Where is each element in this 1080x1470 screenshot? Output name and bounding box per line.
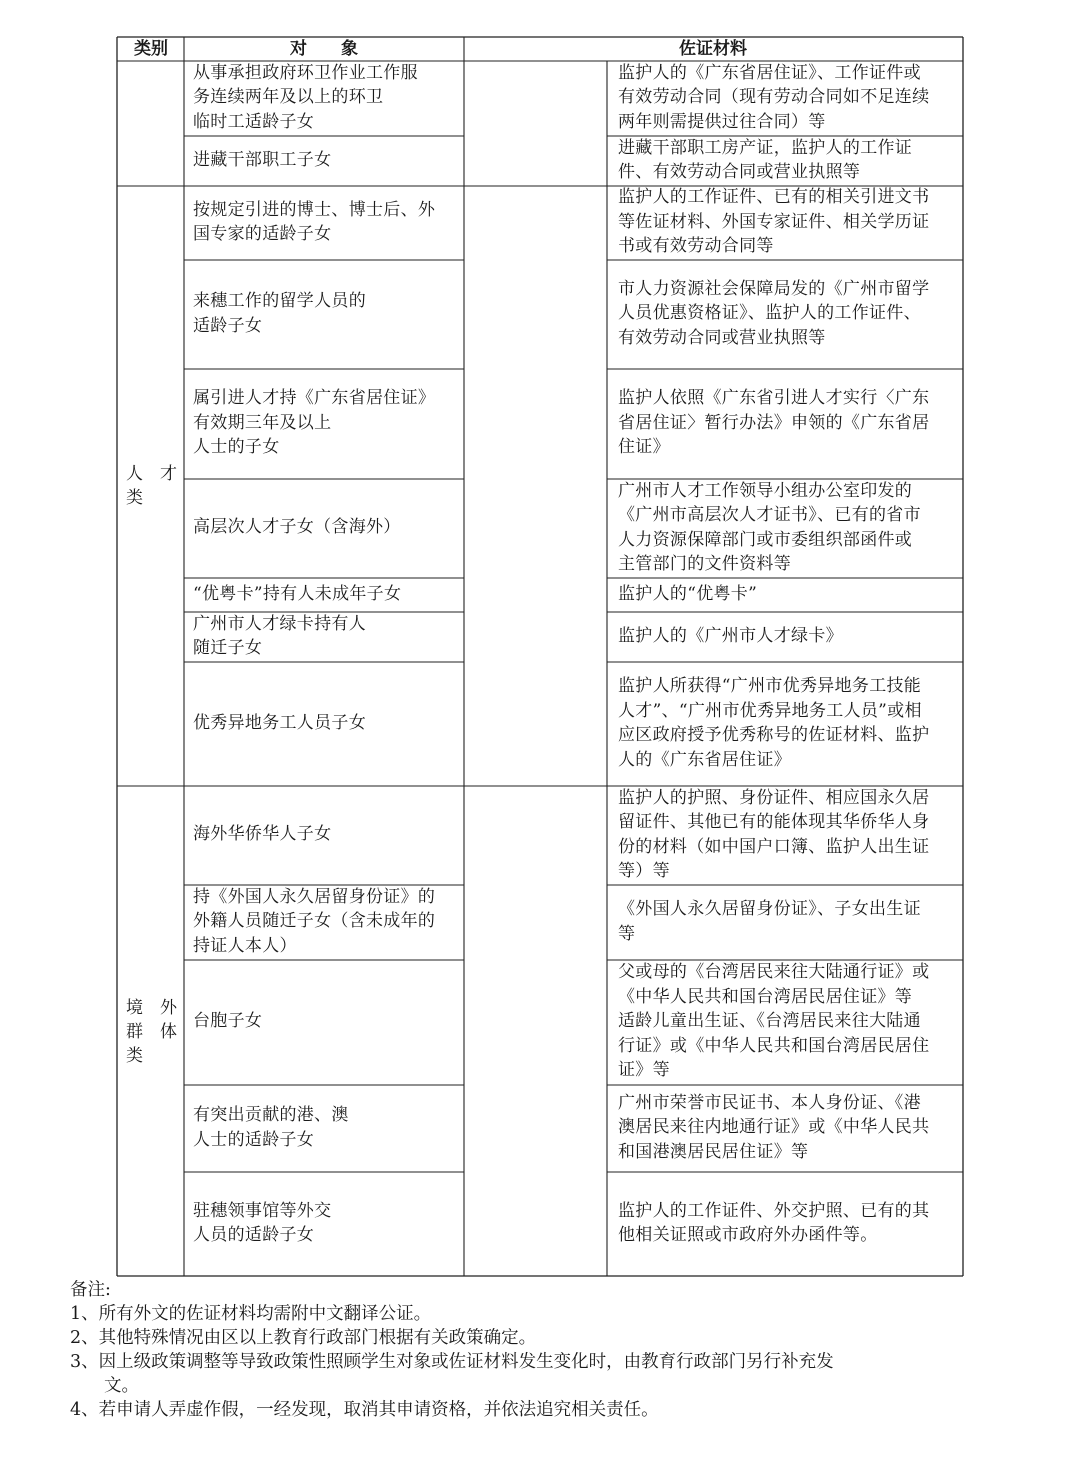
materials-cell-line: 监护人的护照、身份证件、相应国永久居 <box>618 787 930 808</box>
materials-cell-line: 有效劳动合同或营业执照等 <box>618 327 826 348</box>
target-cell <box>193 822 461 847</box>
note-item: 4、若申请人弄虚作假，一经发现，取消其申请资格，并依法追究相关责任。 <box>70 1400 659 1420</box>
materials-cell <box>618 479 960 577</box>
materials-cell-line: 和国港澳居民居住证》等 <box>618 1141 809 1162</box>
target-cell <box>193 582 461 607</box>
materials-cell-line: 人力资源保障部门或市委组织部函件或 <box>618 529 913 550</box>
target-cell <box>193 386 461 460</box>
header-target: 对 象 <box>290 39 358 59</box>
target-cell <box>193 1103 461 1152</box>
target-cell <box>193 198 461 247</box>
target-cell-line: 有效期三年及以上 <box>193 412 332 433</box>
materials-cell-line: 有效劳动合同（现有劳动合同如不足连续 <box>618 87 930 108</box>
materials-cell-line: 澳居民来往内地通行证》或《中华人民共 <box>618 1117 930 1138</box>
notes-title: 备注: <box>70 1280 111 1300</box>
target-cell-line: 外籍人员随迁子女（含未成年的 <box>193 911 436 932</box>
materials-cell-line: 父或母的《台湾居民来往大陆通行证》或 <box>618 962 930 983</box>
materials-cell-line: 留证件、其他已有的能体现其华侨华人身 <box>618 812 930 832</box>
target-cell-line: 持《外国人永久居留身份证》的 <box>193 886 436 907</box>
target-cell-line: 人士的子女 <box>193 437 280 458</box>
target-cell-line: 国专家的适龄子女 <box>193 224 332 244</box>
notes-section <box>70 1278 834 1422</box>
materials-cell <box>618 624 960 649</box>
note-item: 文。 <box>104 1376 139 1396</box>
materials-cell-line: 他相关证照或市政府外办函件等。 <box>618 1225 878 1245</box>
materials-cell-line: 省居住证〉暂行办法》申领的《广东省居 <box>618 412 930 433</box>
materials-cell-line: 等）等 <box>618 861 670 881</box>
target-cell <box>193 1199 461 1248</box>
materials-cell <box>618 1199 960 1248</box>
materials-cell-line: 书或有效劳动合同等 <box>618 236 774 257</box>
materials-cell-line: 监护人所获得“广州市优秀异地务工技能 <box>618 676 922 696</box>
target-cell <box>193 612 461 661</box>
note-item: 1、所有外文的佐证材料均需附中文翻译公证。 <box>70 1304 432 1324</box>
category-label-line: 境 外 <box>126 998 177 1018</box>
materials-cell <box>618 61 960 135</box>
target-cell-line: 持证人本人） <box>193 935 297 956</box>
target-cell <box>193 711 461 736</box>
category-label-line: 类 <box>126 488 143 508</box>
target-cell-line: 人员的适龄子女 <box>193 1225 315 1245</box>
materials-cell <box>618 136 960 185</box>
materials-cell-line: 广州市人才工作领导小组办公室印发的 <box>618 480 913 501</box>
target-cell-line: 台胞子女 <box>193 1011 263 1032</box>
category-label-line: 群 体 <box>126 1022 177 1042</box>
target-cell-line: “优粤卡”持有人未成年子女 <box>193 583 402 604</box>
target-cell-line: 驻穗领事馆等外交 <box>193 1200 332 1221</box>
target-cell-line: 有突出贡献的港、澳 <box>193 1105 349 1125</box>
materials-cell <box>618 277 960 351</box>
materials-cell-line: 《中华人民共和国台湾居民居住证》等 <box>618 986 913 1007</box>
target-cell-line: 广州市人才绿卡持有人 <box>193 613 366 634</box>
target-cell <box>193 148 461 173</box>
target-cell-line: 优秀异地务工人员子女 <box>193 712 366 733</box>
materials-cell-line: 监护人的“优粤卡” <box>618 583 758 604</box>
target-cell-line: 高层次人才子女（含海外） <box>193 517 401 538</box>
materials-cell-line: 进藏干部职工房产证，监护人的工作证 <box>618 137 913 158</box>
category-label <box>126 996 177 1068</box>
materials-cell <box>618 386 960 460</box>
materials-cell-line: 《广州市高层次人才证书》、已有的省市 <box>618 505 921 525</box>
target-cell-line: 从事承担政府环卫作业工作服 <box>193 62 418 83</box>
materials-cell-line: 主管部门的文件资料等 <box>618 554 791 574</box>
materials-cell <box>618 674 960 772</box>
materials-cell-line: 广州市荣誉市民证书、本人身份证、《港 <box>618 1092 921 1113</box>
materials-cell-line: 件、有效劳动合同或营业执照等 <box>618 162 861 182</box>
materials-cell <box>618 582 960 607</box>
target-cell-line: 来穗工作的留学人员的 <box>193 291 366 311</box>
target-cell-line: 属引进人才持《广东省居住证》 <box>193 388 436 409</box>
materials-cell-line: 监护人的工作证件、已有的相关引进文书 <box>618 187 930 208</box>
materials-cell-line: 两年则需提供过往合同）等 <box>618 111 826 132</box>
materials-cell-line: 证》等 <box>618 1060 670 1081</box>
target-cell-line: 海外华侨华人子女 <box>193 824 332 845</box>
notes-list <box>70 1302 834 1422</box>
target-cell <box>193 515 461 540</box>
materials-cell-line: 人才”、“广州市优秀异地务工人员”或相 <box>618 700 922 721</box>
materials-cell <box>618 185 960 259</box>
target-cell <box>193 61 461 135</box>
materials-cell-line: 监护人的工作证件、外交护照、已有的其 <box>618 1200 930 1221</box>
target-cell-line: 务连续两年及以上的环卫 <box>193 87 384 108</box>
materials-cell-line: 等佐证材料、外国专家证件、相关学历证 <box>618 211 930 232</box>
materials-cell-line: 人员优惠资格证》、监护人的工作证件、 <box>618 303 921 324</box>
target-cell-line: 进藏干部职工子女 <box>193 149 332 170</box>
target-cell-line: 临时工适龄子女 <box>193 111 315 132</box>
materials-cell-line: 市人力资源社会保障局发的《广州市留学 <box>618 278 930 299</box>
target-cell <box>193 885 461 959</box>
materials-cell-line: 份的材料（如中国户口簿、监护人出生证 <box>618 836 930 857</box>
materials-cell-line: 《外国人永久居留身份证》、子女出生证 <box>618 899 921 919</box>
note-item: 3、因上级政策调整等导致政策性照顾学生对象或佐证材料发生变化时，由教育行政部门另行补充发 <box>70 1352 834 1372</box>
materials-cell <box>618 960 960 1083</box>
materials-cell-line: 应区政府授予优秀称号的佐证材料、监护 <box>618 725 930 745</box>
materials-cell-line: 监护人依照《广东省引进人才实行〈广东 <box>618 388 930 409</box>
note-item: 2、其他特殊情况由区以上教育行政部门根据有关政策确定。 <box>70 1328 537 1348</box>
materials-cell-line: 行证》或《中华人民共和国台湾居民居住 <box>618 1035 930 1056</box>
materials-cell <box>618 1091 960 1165</box>
materials-cell <box>618 897 960 946</box>
materials-cell-line: 住证》 <box>618 437 670 458</box>
materials-cell-line: 监护人的《广东省居住证》、工作证件或 <box>618 62 921 83</box>
category-label <box>126 462 177 510</box>
materials-cell-line: 适龄儿童出生证、《台湾居民来往大陆通 <box>618 1011 921 1032</box>
target-cell <box>193 289 461 338</box>
target-cell-line: 人士的适龄子女 <box>193 1129 315 1150</box>
target-cell-line: 按规定引进的博士、博士后、外 <box>193 199 436 220</box>
category-label-line: 人 才 <box>126 464 177 484</box>
materials-cell <box>618 786 960 884</box>
materials-cell-line: 等 <box>618 923 636 944</box>
target-cell <box>193 1009 461 1034</box>
materials-cell-line: 人的《广东省居住证》 <box>618 749 791 770</box>
header-materials: 佐证材料 <box>679 39 747 59</box>
header-category: 类别 <box>134 39 168 59</box>
category-label-line: 类 <box>126 1046 143 1066</box>
materials-cell-line: 监护人的《广州市人才绿卡》 <box>618 625 843 646</box>
target-cell-line: 随迁子女 <box>193 638 263 658</box>
target-cell-line: 适龄子女 <box>193 315 263 336</box>
